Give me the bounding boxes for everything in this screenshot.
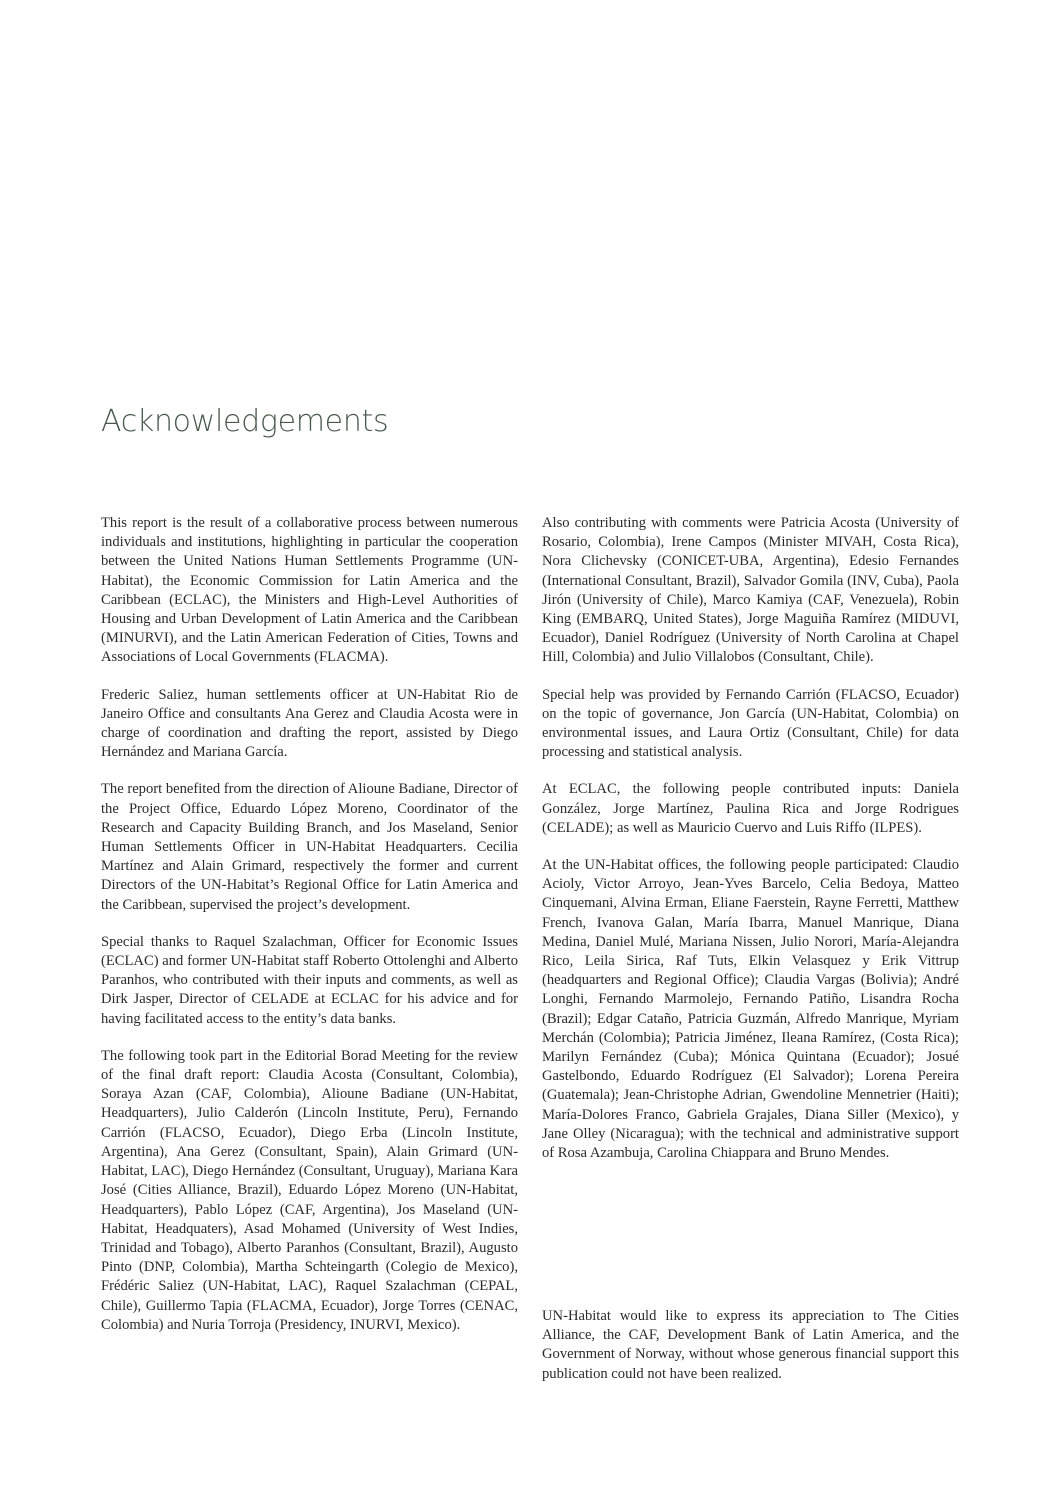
paragraph-special-help: Special help was provided by Fernando Carrión (FLACSO, Ecuador) on the topic of governance, Jon García (UN-Habitat, Colombia) on environmental issues, and Laura Ortiz (Consultant, Chile) for data processing and statistical analysis. <box>542 686 959 761</box>
paragraph-editorial-board: The following took part in the Editorial Borad Meeting for the review of the final draft report: Claudia Acosta (Consultant, Colombia), Soraya Azan (CAF, Colombia), Alioune Badiane (UN-Habitat, Headquarters), Julio Calderón (Lincoln Institute, Peru), Fernando Carrión (FLACSO, Ecuador), Diego Erba (Lincoln Institute, Argentina), Ana Gerez (Consultant, Spain), Alain Grimard (UN-Habitat, LAC), Diego Hernández (Consultant, Uruguay), Mariana Kara José (Cities Alliance, Brazil), Eduardo López Moreno (UN-Habitat, Headquarters), Pablo López (CAF, Argentina), Jos Maseland (UN-Habitat, Headquaters), Asad Mohamed (University of West Indies, Trinidad and Tobago), Alberto Paranhos (Consultant, Brazil), Augusto Pinto (DNP, Colombia), Martha Schteingarth (Colegio de Mexico), Frédéric Saliez (UN-Habitat, LAC), Raquel Szalachman (CEPAL, Chile), Guillermo Tapia (FLACMA, Ecuador), Jorge Torres (CENAC, Colombia) and Nuria Torroja (Presidency, INURVI, Mexico). <box>101 1047 518 1333</box>
paragraph-coordination: Frederic Saliez, human settlements officer at UN-Habitat Rio de Janeiro Office and consultants Ana Gerez and Claudia Acosta were in charge of coordination and drafting the report, assisted by Diego Hernández and Mariana García. <box>101 686 518 761</box>
paragraph-collaborative-process: This report is the result of a collaborative process between numerous individuals and institutions, highlighting in particular the cooperation between the United Nations Human Settlements Programme (UN-Habitat), the Economic Commission for Latin America and the Caribbean (ECLAC), the Ministers and High-Level Authorities of Housing and Urban Development of Latin America and the Caribbean (MINURVI), and the Latin American Federation of Cities, Towns and Associations of Local Governments (FLACMA). <box>101 515 518 666</box>
paragraph-appreciation: UN-Habitat would like to express its appreciation to The Cities Alliance, the CAF, Development Bank of Latin America, and the Government of Norway, without whose generous financial support this publication could not have been realized. <box>542 1308 959 1382</box>
paragraph-direction: The report benefited from the direction of Alioune Badiane, Director of the Project Office, Eduardo López Moreno, Coordinator of the Research and Capacity Building Branch, and Jos Maseland, Senior Human Settlements Officer in UN-Habitat Headquarters. Cecilia Martínez and Alain Grimard, respectively the former and current Directors of the UN-Habitat’s Regional Office for Latin America and the Caribbean, supervised the project’s development. <box>101 781 518 913</box>
paragraph-special-thanks: Special thanks to Raquel Szalachman, Officer for Economic Issues (ECLAC) and former UN-Habitat staff Roberto Ottolenghi and Alberto Paranhos, who contributed with their inputs and comments, as well as Dirk Jasper, Director of CELADE at ECLAC for his advice and for having facilitated access to the entity’s data banks. <box>101 933 518 1027</box>
right-column <box>542 514 959 1181</box>
paragraph-eclac-inputs: At ECLAC, the following people contributed inputs: Daniela González, Jorge Martínez, Paulina Rica and Jorge Rodrigues (CELADE); as well as Mauricio Cuervo and Luis Riffo (ILPES). <box>542 781 959 836</box>
left-column <box>101 514 518 1353</box>
page-title: Acknowledgements <box>101 404 389 439</box>
paragraph-contributing-comments: Also contributing with comments were Patricia Acosta (University of Rosario, Colombia), Irene Campos (Minister MIVAH, Costa Rica), Nora Clichevsky (CONICET-UBA, Argentina), Edesio Fernandes (International Consultant, Brazil), Salvador Gomila (INV, Cuba), Paola Jirón (University of Chile), Marco Kamiya (CAF, Venezuela), Robin King (EMBARQ, United States), Jorge Maguiña Ramírez (MIDUVI, Ecuador), Daniel Rodríguez (University of North Carolina at Chapel Hill, Colombia) and Julio Villalobos (Consultant, Chile). <box>542 515 959 666</box>
paragraph-un-habitat-offices: At the UN-Habitat offices, the following people participated: Claudio Acioly, Victor Arroyo, Jean-Yves Barcelo, Celia Bedoya, Matteo Cinquemani, Alvina Erman, Eliane Faerstein, Rayne Ferretti, Matthew French, Ivanova Galan, María Ibarra, Manuel Manrique, Diana Medina, Daniel Mulé, Mariana Nissen, Julio Norori, María-Alejandra Rico, Leila Sirica, Raf Tuts, Elkin Velasquez y Erik Vittrup (headquarters and Regional Office); Claudia Vargas (Bolivia); André Longhi, Fernando Marmolejo, Fernando Patiño, Lisandra Rocha (Brazil); Edgar Cataño, Patricia Guzmán, Alfredo Manrique, Myriam Merchán (Colombia); Patricia Jiménez, Ileana Ramírez, (Costa Rica); Marilyn Fernández (Cuba); Mónica Quintana (Ecuador); Josué Gastelbondo, Eduardo Rodríguez (El Salvador); Lorena Pereira (Guatemala); Jean-Christophe Adrian, Gwendoline Mennetrier (Haiti); María-Dolores Franco, Gabriela Grajales, Diana Siller (Mexico), y Jane Olley (Nicaragua); with the technical and administrative support of Rosa Azambuja, Carolina Chiappara and Bruno Mendes. <box>542 857 959 1162</box>
